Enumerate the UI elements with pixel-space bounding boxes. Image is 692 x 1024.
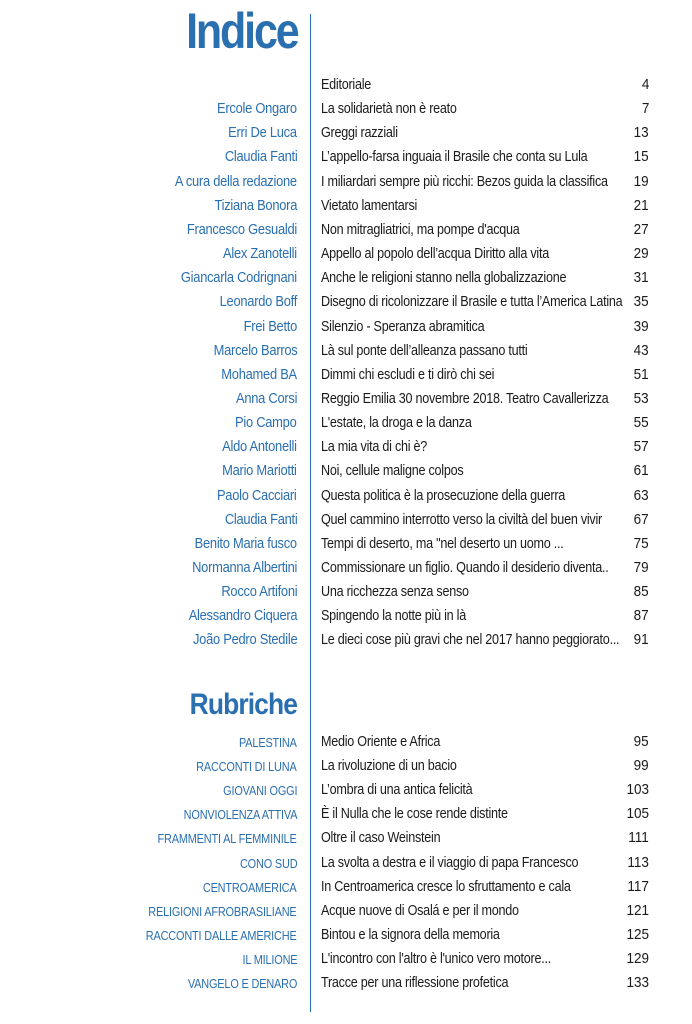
- entry-author: Marcelo Barros: [213, 341, 297, 359]
- toc-entry[interactable]: [0, 122, 692, 146]
- toc-entry[interactable]: [0, 243, 692, 267]
- page-number: 53: [633, 389, 649, 407]
- toc-entry[interactable]: [0, 412, 692, 436]
- toc-entry[interactable]: [0, 460, 692, 484]
- entry-title: Anche le religioni stanno nella globalizzazione: [321, 269, 567, 287]
- page-number: 67: [633, 510, 649, 528]
- entry-author: Claudia Fanti: [224, 148, 297, 166]
- toc-entry[interactable]: [0, 852, 692, 876]
- entry-author: Aldo Antonelli: [222, 438, 297, 456]
- entry-title: È il Nulla che le cose rende distinte: [321, 805, 508, 823]
- page-number: 4: [641, 76, 649, 93]
- entry-title: L’appello-farsa inguaia il Brasile che conta su Lula: [321, 148, 588, 166]
- entry-title: Bintou e la signora della memoria: [321, 925, 500, 943]
- entry-title: Oltre il caso Weinstein: [321, 829, 441, 847]
- entry-title: Acque nuove di Osalá e per il mondo: [321, 901, 519, 919]
- toc-entry[interactable]: [0, 485, 692, 509]
- page-number: 57: [633, 438, 649, 456]
- entry-title: Reggio Emilia 30 novembre 2018. Teatro Cavallerizza: [321, 389, 609, 407]
- entry-author: Erri De Luca: [228, 124, 297, 142]
- page-number: 35: [633, 293, 649, 311]
- index-title: Indice: [185, 3, 297, 59]
- entry-author: Tiziana Bonora: [214, 196, 297, 214]
- page-number: 105: [626, 805, 649, 823]
- entry-category: CONO SUD: [239, 855, 297, 871]
- entry-author: Mohamed BA: [221, 365, 297, 383]
- entry-title: Non mitragliatrici, ma pompe d'acqua: [321, 220, 520, 238]
- entry-author: Normanna Albertini: [191, 559, 297, 576]
- rubriche-title: Rubriche: [189, 688, 297, 721]
- page-number: 55: [633, 414, 649, 432]
- page-number: 99: [633, 757, 649, 775]
- entry-author: Ercole Ongaro: [217, 100, 297, 118]
- entry-author: Pio Campo: [235, 414, 297, 432]
- page-number: 121: [626, 901, 649, 919]
- entry-title: Vietato lamentarsi: [321, 196, 418, 214]
- page-number: 111: [628, 829, 649, 847]
- entry-title: Le dieci cose più gravi che nel 2017 hanno peggiorato...: [321, 631, 620, 649]
- entry-author: Leonardo Boff: [219, 293, 297, 311]
- toc-entry[interactable]: [0, 171, 692, 195]
- page-number: 27: [633, 220, 649, 238]
- entry-title: L'incontro con l'altro è l'unico vero motore...: [321, 949, 552, 967]
- entry-title: L’ombra di una antica felicità: [321, 781, 473, 799]
- page-number: 39: [633, 317, 649, 335]
- toc-entry[interactable]: [0, 581, 692, 605]
- toc-entry[interactable]: [0, 388, 692, 412]
- entry-author: Anna Corsi: [235, 389, 297, 407]
- entry-category: CENTROAMERICA: [203, 879, 297, 895]
- page-number: 87: [633, 607, 649, 625]
- toc-entry[interactable]: [0, 364, 692, 388]
- page-number: 103: [626, 781, 649, 799]
- toc-entry[interactable]: [0, 803, 692, 827]
- entry-author: Giancarla Codrignani: [180, 269, 297, 287]
- toc-entry[interactable]: [0, 98, 692, 122]
- entry-title: Spingendo la notte più in là: [321, 607, 466, 625]
- toc-entry[interactable]: [0, 195, 692, 219]
- entry-category: VANGELO E DENARO: [187, 976, 297, 991]
- entry-title: Appello al popolo dell’acqua Diritto alla vita: [321, 245, 549, 263]
- entry-title: Tempi di deserto, ma "nel deserto un uomo ...: [321, 534, 564, 552]
- entry-category: PALESTINA: [239, 735, 297, 750]
- page-number: 19: [633, 172, 649, 190]
- entry-title: La svolta a destra e il viaggio di papa Francesco: [321, 853, 579, 871]
- entry-title: La mia vita di chi è?: [321, 438, 428, 456]
- entry-author: Alex Zanotelli: [223, 245, 297, 263]
- toc-entry[interactable]: [0, 948, 692, 972]
- toc-entry[interactable]: [0, 557, 692, 581]
- entry-title: La solidarietà non è reato: [321, 100, 457, 118]
- page-number: 61: [633, 462, 649, 480]
- page-number: 113: [627, 853, 649, 871]
- entry-author: A cura della redazione: [175, 172, 297, 190]
- page-number: 43: [633, 341, 649, 359]
- toc-entry[interactable]: [0, 755, 692, 779]
- entry-category: FRAMMENTI AL FEMMINILE: [157, 831, 297, 847]
- toc-entry[interactable]: [0, 924, 692, 948]
- toc-entry[interactable]: [0, 219, 692, 243]
- toc-entry[interactable]: [0, 436, 692, 460]
- page-number: 129: [626, 949, 649, 967]
- entry-title: Medio Oriente e Africa: [321, 733, 441, 750]
- page-number: 29: [633, 245, 649, 263]
- entry-title: Silenzio - Speranza abramitica: [321, 317, 485, 335]
- toc-entry[interactable]: [0, 731, 692, 755]
- page-number: 125: [626, 925, 649, 943]
- toc-entry[interactable]: [0, 533, 692, 557]
- page-number: 133: [626, 974, 649, 991]
- page-number: 63: [633, 486, 649, 504]
- entry-author: Alessandro Ciquera: [188, 607, 297, 625]
- entry-title: La rivoluzione di un bacio: [321, 757, 457, 775]
- toc-entry[interactable]: [0, 779, 692, 803]
- entry-title: Là sul ponte dell’alleanza passano tutti: [321, 341, 528, 359]
- toc-entry[interactable]: [0, 509, 692, 533]
- entry-title: Commissionare un figlio. Quando il desiderio diventa..: [321, 559, 609, 576]
- entry-title: Quel cammino interrotto verso la civiltà del buen vivir: [321, 510, 602, 528]
- entry-title: Tracce per una riflessione profetica: [321, 974, 509, 991]
- entry-category: RELIGIONI AFROBRASILIANE: [148, 903, 297, 919]
- toc-entry[interactable]: [0, 146, 692, 170]
- page-number: 75: [633, 534, 649, 552]
- entry-title: Dimmi chi escludi e ti dirò chi sei: [321, 365, 495, 383]
- toc-entry[interactable]: [0, 267, 692, 291]
- page-number: 91: [633, 631, 649, 649]
- entry-title: Questa politica è la prosecuzione della guerra: [321, 486, 566, 504]
- toc-entry[interactable]: [0, 900, 692, 924]
- page-number: 13: [633, 124, 649, 142]
- page-number: 79: [633, 559, 649, 576]
- page-number: 7: [641, 100, 649, 118]
- page-number: 95: [633, 733, 649, 750]
- entry-title: Noi, cellule maligne colpos: [321, 462, 464, 480]
- entry-author: Benito Maria fusco: [194, 534, 297, 552]
- entry-author: Mario Mariotti: [222, 462, 297, 480]
- entry-author: Rocco Artifoni: [221, 583, 297, 601]
- entry-category: IL MILIONE: [242, 951, 297, 967]
- entry-title: Una ricchezza senza senso: [321, 583, 469, 601]
- entry-category: NONVIOLENZA ATTIVA: [183, 807, 297, 823]
- toc-entry[interactable]: [0, 827, 692, 851]
- entry-title: L'estate, la droga e la danza: [321, 414, 472, 432]
- entry-category: RACCONTI DALLE AMERICHE: [146, 927, 297, 943]
- page-number: 15: [633, 148, 649, 166]
- entry-title: Disegno di ricolonizzare il Brasile e tutta l’America Latina: [321, 293, 623, 311]
- toc-entry[interactable]: [0, 972, 692, 996]
- entry-author: João Pedro Stedile: [192, 631, 297, 649]
- page-number: 117: [627, 877, 649, 895]
- page-number: 85: [633, 583, 649, 601]
- entry-category: GIOVANI OGGI: [222, 783, 297, 799]
- toc-entry[interactable]: [0, 605, 692, 629]
- entry-author: Paolo Cacciari: [217, 486, 297, 504]
- entry-title: Greggi razziali: [321, 124, 398, 142]
- page-number: 51: [633, 365, 649, 383]
- toc-entry[interactable]: [0, 629, 692, 653]
- toc-entry[interactable]: [0, 876, 692, 900]
- entry-title: Editoriale: [321, 76, 372, 93]
- entry-title: I miliardari sempre più ricchi: Bezos guida la classifica: [321, 172, 608, 190]
- toc-entry[interactable]: [0, 316, 692, 340]
- toc-entry[interactable]: [0, 291, 692, 315]
- toc-entry[interactable]: [0, 74, 692, 98]
- page-number: 31: [633, 269, 649, 287]
- page-number: 21: [633, 196, 649, 214]
- toc-entry[interactable]: [0, 340, 692, 364]
- entry-author: Francesco Gesualdi: [186, 220, 297, 238]
- entry-author: Frei Betto: [243, 317, 297, 335]
- entry-author: Claudia Fanti: [224, 510, 297, 528]
- entry-title: In Centroamerica cresce lo sfruttamento e cala: [321, 877, 571, 895]
- entry-category: RACCONTI DI LUNA: [196, 759, 297, 775]
